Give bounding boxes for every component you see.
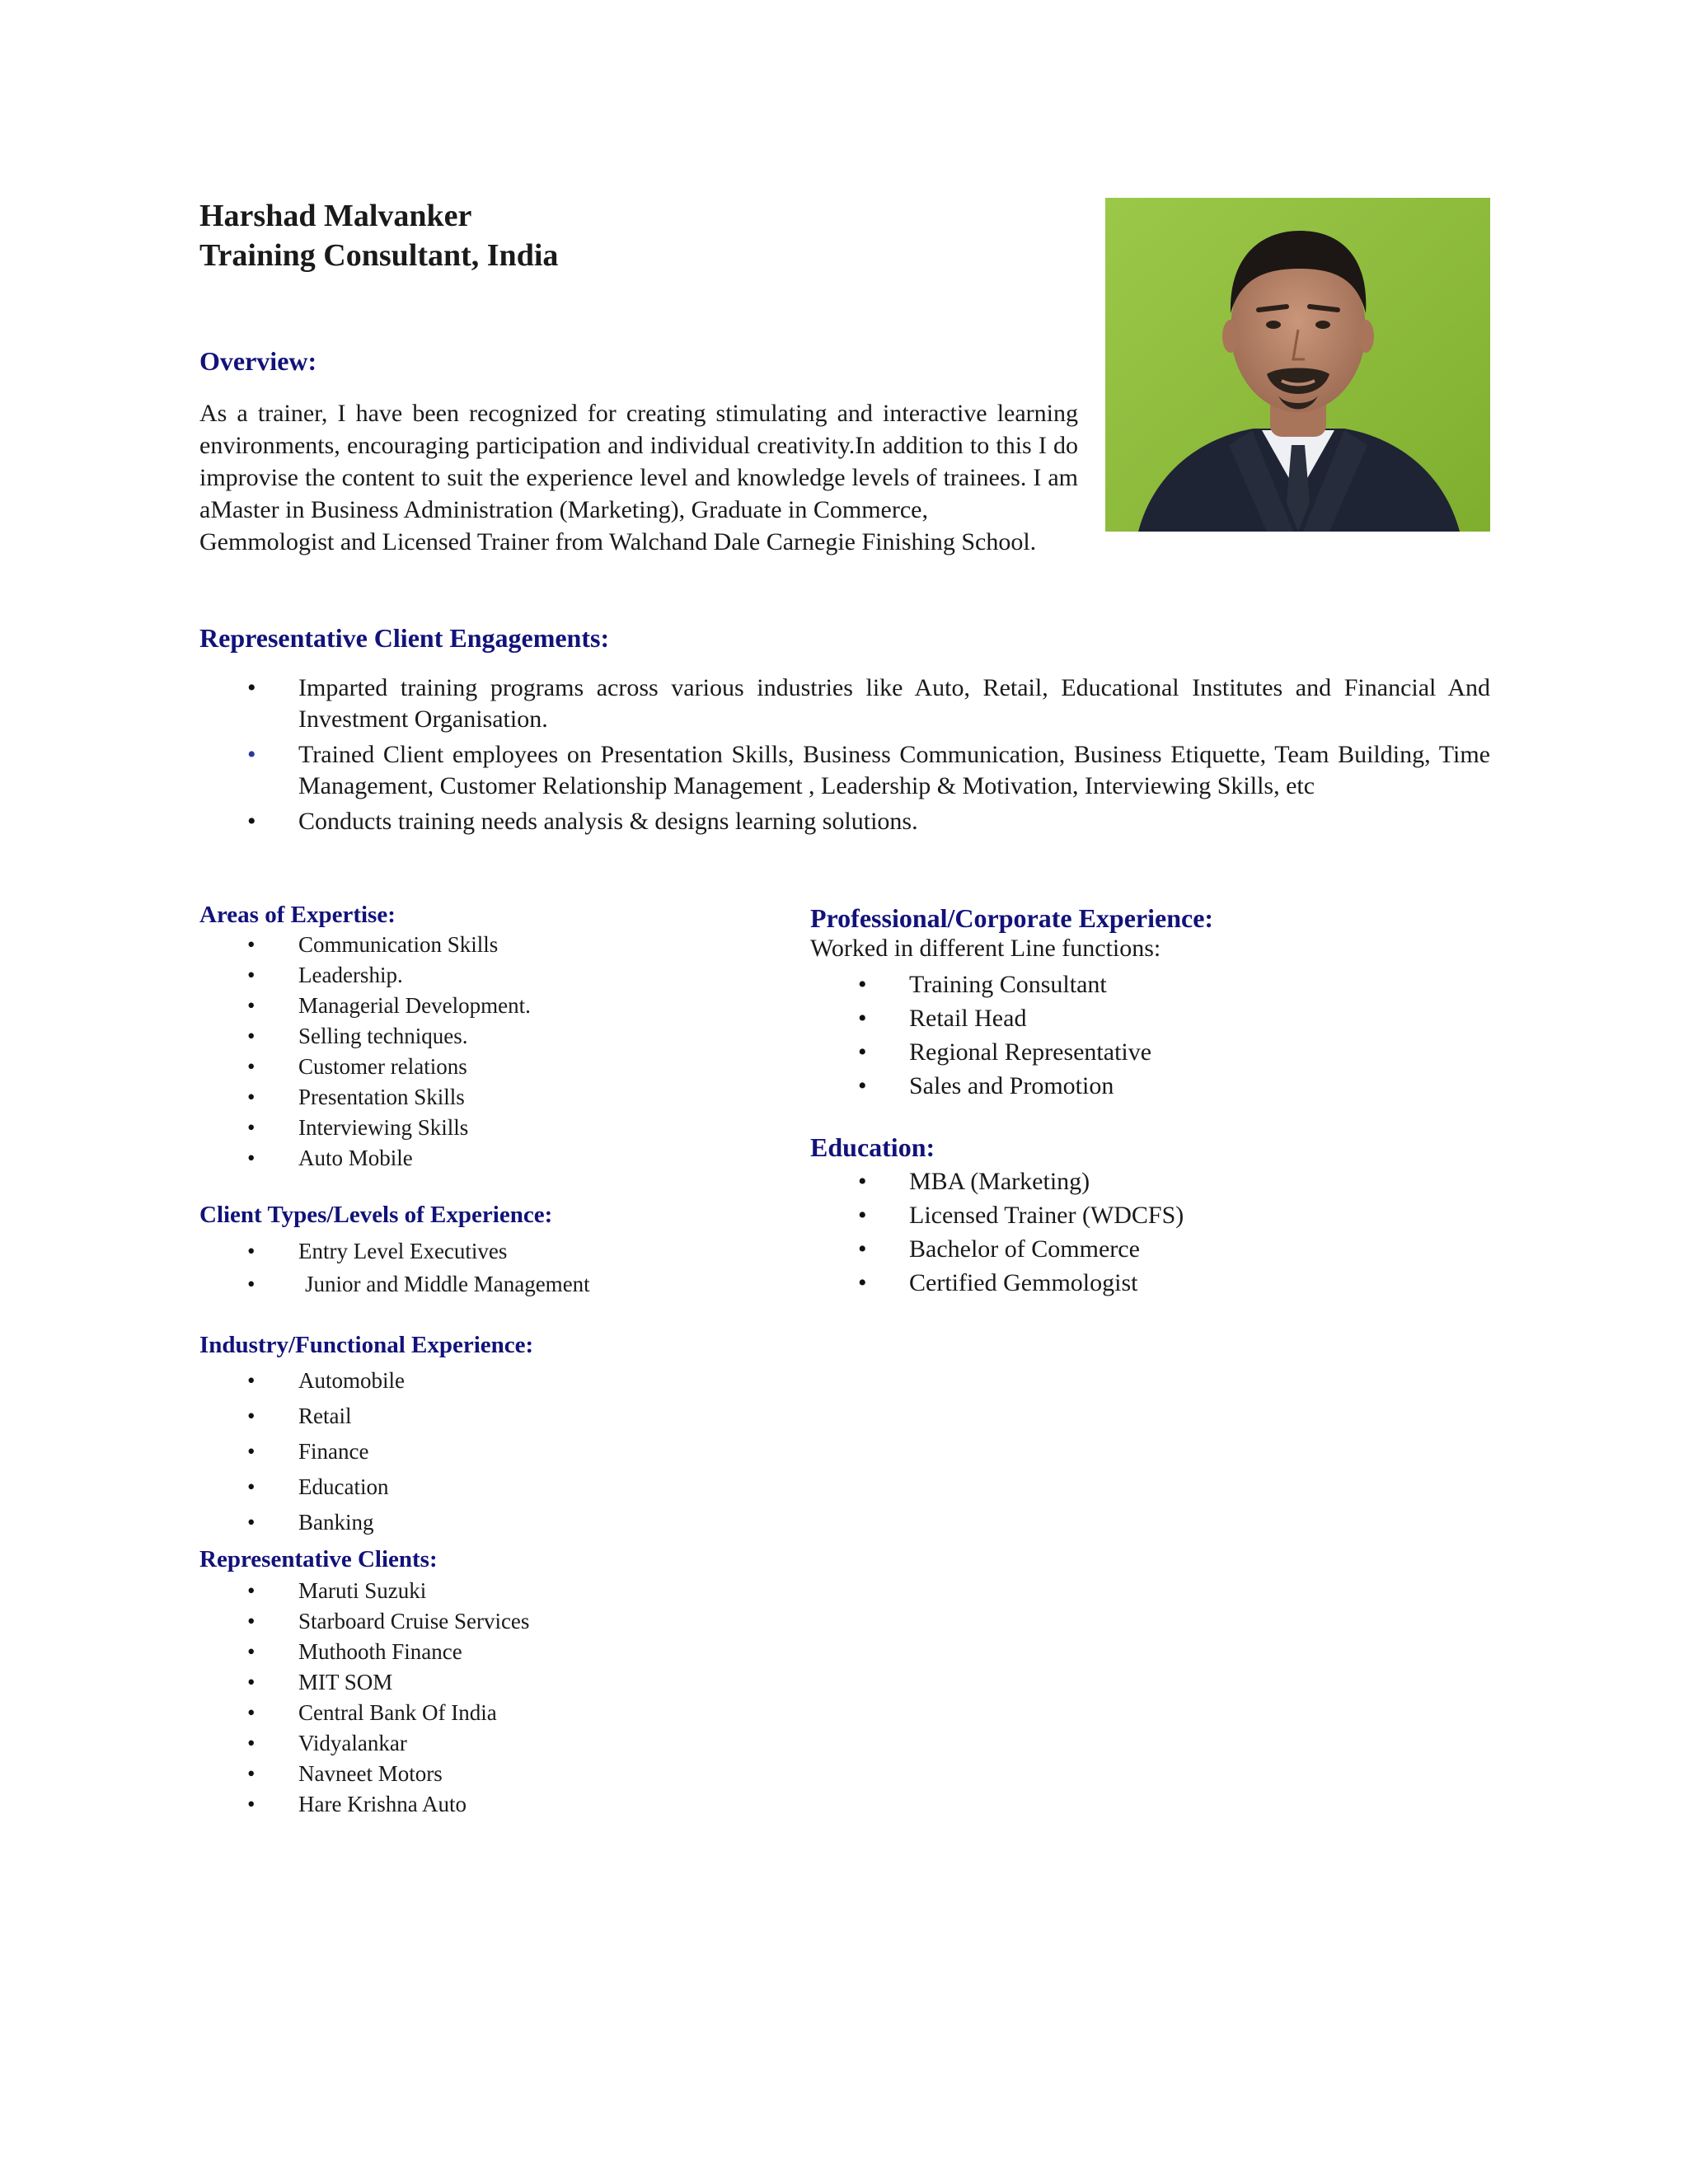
list-item: • Conducts training needs analysis & designs learning solutions. <box>199 806 1490 837</box>
professional-intro: Worked in different Line functions: <box>810 935 1161 962</box>
list-item: • Muthooth Finance <box>199 1637 735 1667</box>
list-item: • Managerial Development. <box>199 991 735 1021</box>
person-name: Harshad Malvanker <box>199 199 472 233</box>
clients-list <box>199 1576 735 1820</box>
list-item: • Bachelor of Commerce <box>810 1232 1470 1266</box>
list-item: • Customer relations <box>199 1052 735 1082</box>
profile-photo <box>1105 198 1490 532</box>
list-item: • Auto Mobile <box>199 1143 735 1174</box>
list-item: • Education <box>199 1471 735 1502</box>
engagements-list <box>199 673 1490 841</box>
list-item: • MBA (Marketing) <box>810 1165 1470 1198</box>
list-item: • Presentation Skills <box>199 1082 735 1113</box>
list-item: • Trained Client employees on Presentation Skills, Business Communication, Business Etiquette, Team Building, Time Management, Customer Relationship Management , Leadership & Motivation, Interviewing Skills, etc <box>199 739 1490 802</box>
list-item: • Vidyalankar <box>199 1728 735 1759</box>
overview-heading: Overview: <box>199 346 317 376</box>
list-item: • Sales and Promotion <box>810 1069 1470 1103</box>
list-item: • Regional Representative <box>810 1035 1470 1069</box>
list-item: • Finance <box>199 1436 735 1467</box>
industry-heading: Industry/Functional Experience: <box>199 1332 534 1358</box>
client-types-list <box>199 1235 735 1301</box>
list-item: • Central Bank Of India <box>199 1698 735 1728</box>
list-item: • Junior and Middle Management <box>199 1268 735 1301</box>
list-item: • Hare Krishna Auto <box>199 1789 735 1820</box>
list-item: • Selling techniques. <box>199 1021 735 1052</box>
list-item: • Entry Level Executives <box>199 1235 735 1268</box>
list-item: • Imparted training programs across various industries like Auto, Retail, Educational Institutes and Financial And Investment Organisation. <box>199 673 1490 735</box>
list-item: • Communication Skills <box>199 930 735 960</box>
professional-list <box>810 968 1470 1103</box>
list-item: • Certified Gemmologist <box>810 1266 1470 1300</box>
person-title: Training Consultant, India <box>199 238 559 273</box>
list-item: • Training Consultant <box>810 968 1470 1001</box>
education-list <box>810 1165 1470 1300</box>
overview-paragraph: As a trainer, I have been recognized for creating stimulating and interactive learning environments, encouraging participation and individual creativity.In addition to this I do improvise the content to suit the experience level and knowledge levels of trainees. I am aMaster in Business Administration (Marketing), Graduate in Commerce, <box>199 400 1078 523</box>
industry-list <box>199 1365 735 1542</box>
list-item: • Starboard Cruise Services <box>199 1606 735 1637</box>
overview-text <box>199 397 1078 558</box>
education-heading: Education: <box>810 1132 935 1162</box>
expertise-list <box>199 930 735 1174</box>
list-item: • Banking <box>199 1507 735 1538</box>
list-item: • Leadership. <box>199 960 735 991</box>
client-types-heading: Client Types/Levels of Experience: <box>199 1202 553 1228</box>
engagements-heading: Representative Client Engagements: <box>199 623 610 653</box>
header <box>199 196 558 275</box>
list-item: • Retail <box>199 1400 735 1432</box>
professional-heading: Professional/Corporate Experience: <box>810 903 1214 933</box>
overview-last-line: Gemmologist and Licensed Trainer from Walchand Dale Carnegie Finishing School. <box>199 528 1037 555</box>
expertise-heading: Areas of Expertise: <box>199 902 396 928</box>
list-item: • Retail Head <box>810 1001 1470 1035</box>
list-item: • Automobile <box>199 1365 735 1396</box>
list-item: • Navneet Motors <box>199 1759 735 1789</box>
list-item: • Interviewing Skills <box>199 1113 735 1143</box>
list-item: • MIT SOM <box>199 1667 735 1698</box>
list-item: • Maruti Suzuki <box>199 1576 735 1606</box>
list-item: • Licensed Trainer (WDCFS) <box>810 1198 1470 1232</box>
clients-heading: Representative Clients: <box>199 1546 438 1572</box>
